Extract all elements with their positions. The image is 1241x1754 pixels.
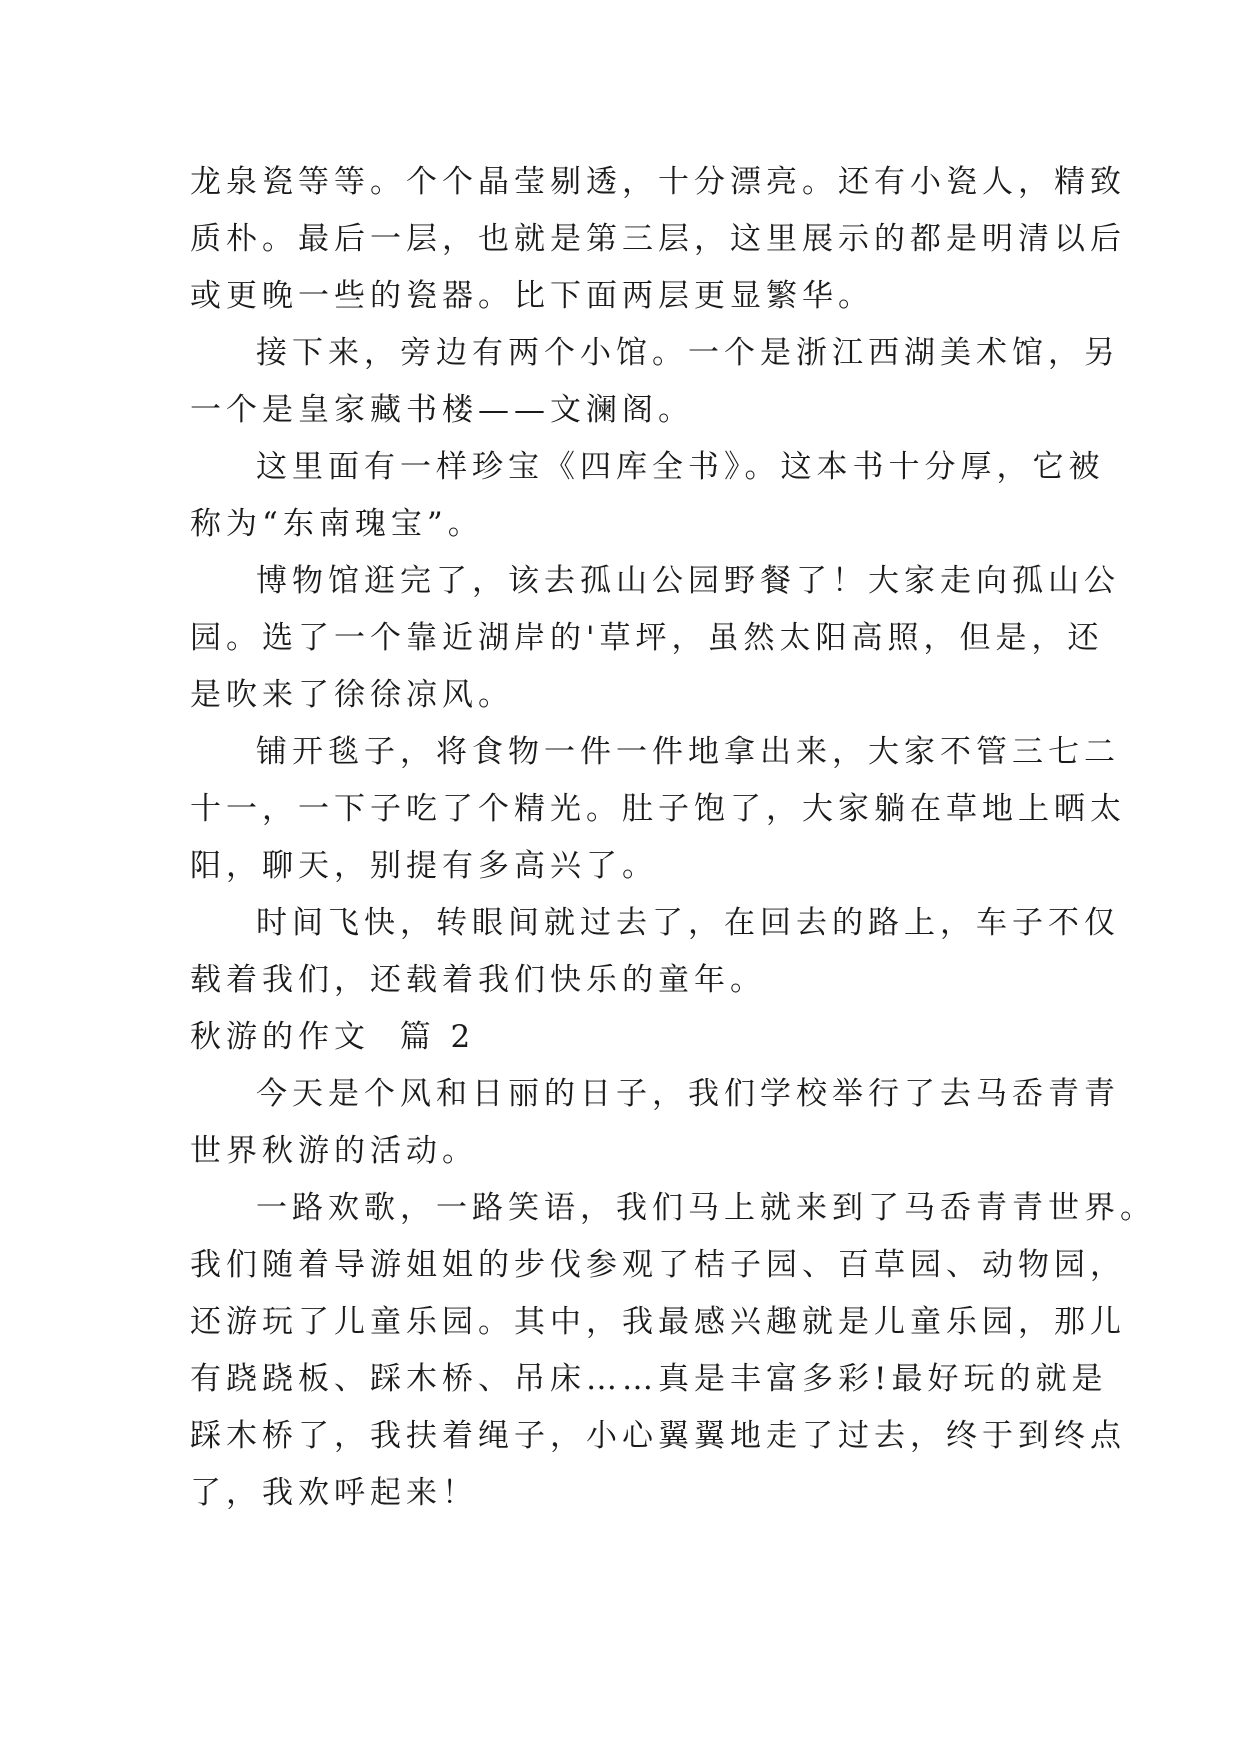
paragraph-line: 十一，一下子吃了个精光。肚子饱了，大家躺在草地上晒太	[190, 791, 1126, 827]
paragraph-line: 一路欢歌，一路笑语，我们马上就来到了马岙青青世界。	[256, 1190, 1156, 1226]
paragraph-line: 今天是个风和日丽的日子，我们学校举行了去马岙青青	[256, 1076, 1120, 1112]
paragraph-line: 载着我们，还载着我们快乐的童年。	[190, 962, 766, 998]
paragraph-line: 阳，聊天，别提有多高兴了。	[190, 848, 658, 884]
paragraph-line: 龙泉瓷等等。个个晶莹剔透，十分漂亮。还有小瓷人，精致	[190, 164, 1126, 200]
paragraph-line: 还游玩了儿童乐园。其中，我最感兴趣就是儿童乐园，那儿	[190, 1304, 1126, 1340]
paragraph-line: 博物馆逛完了，该去孤山公园野餐了！大家走向孤山公	[256, 563, 1120, 599]
paragraph-line: 这里面有一样珍宝《四库全书》。这本书十分厚，它被	[256, 449, 1105, 485]
section-heading: 秋游的作文 篇 2	[190, 1019, 476, 1055]
paragraph-line: 世界秋游的活动。	[190, 1133, 478, 1169]
paragraph-line: 一个是皇家藏书楼——文澜阁。	[190, 392, 694, 428]
paragraph-line: 是吹来了徐徐凉风。	[190, 677, 514, 713]
paragraph-line: 时间飞快，转眼间就过去了，在回去的路上，车子不仅	[256, 905, 1120, 941]
paragraph-line: 有跷跷板、踩木桥、吊床……真是丰富多彩!最好玩的就是	[190, 1361, 1108, 1397]
paragraph-line: 铺开毯子，将食物一件一件地拿出来，大家不管三七二	[256, 734, 1120, 770]
paragraph-line: 接下来，旁边有两个小馆。一个是浙江西湖美术馆，另	[256, 335, 1120, 371]
paragraph-line: 质朴。最后一层，也就是第三层，这里展示的都是明清以后	[190, 221, 1126, 257]
paragraph-line: 了，我欢呼起来！	[190, 1475, 478, 1511]
paragraph-line: 园。选了一个靠近湖岸的'草坪，虽然太阳高照，但是，还	[190, 620, 1104, 656]
paragraph-line: 或更晚一些的瓷器。比下面两层更显繁华。	[190, 278, 874, 314]
paragraph-line: 踩木桥了，我扶着绳子，小心翼翼地走了过去，终于到终点	[190, 1418, 1126, 1454]
paragraph-line: 称为“东南瑰宝”。	[190, 506, 484, 542]
paragraph-line: 我们随着导游姐姐的步伐参观了桔子园、百草园、动物园，	[190, 1247, 1126, 1283]
